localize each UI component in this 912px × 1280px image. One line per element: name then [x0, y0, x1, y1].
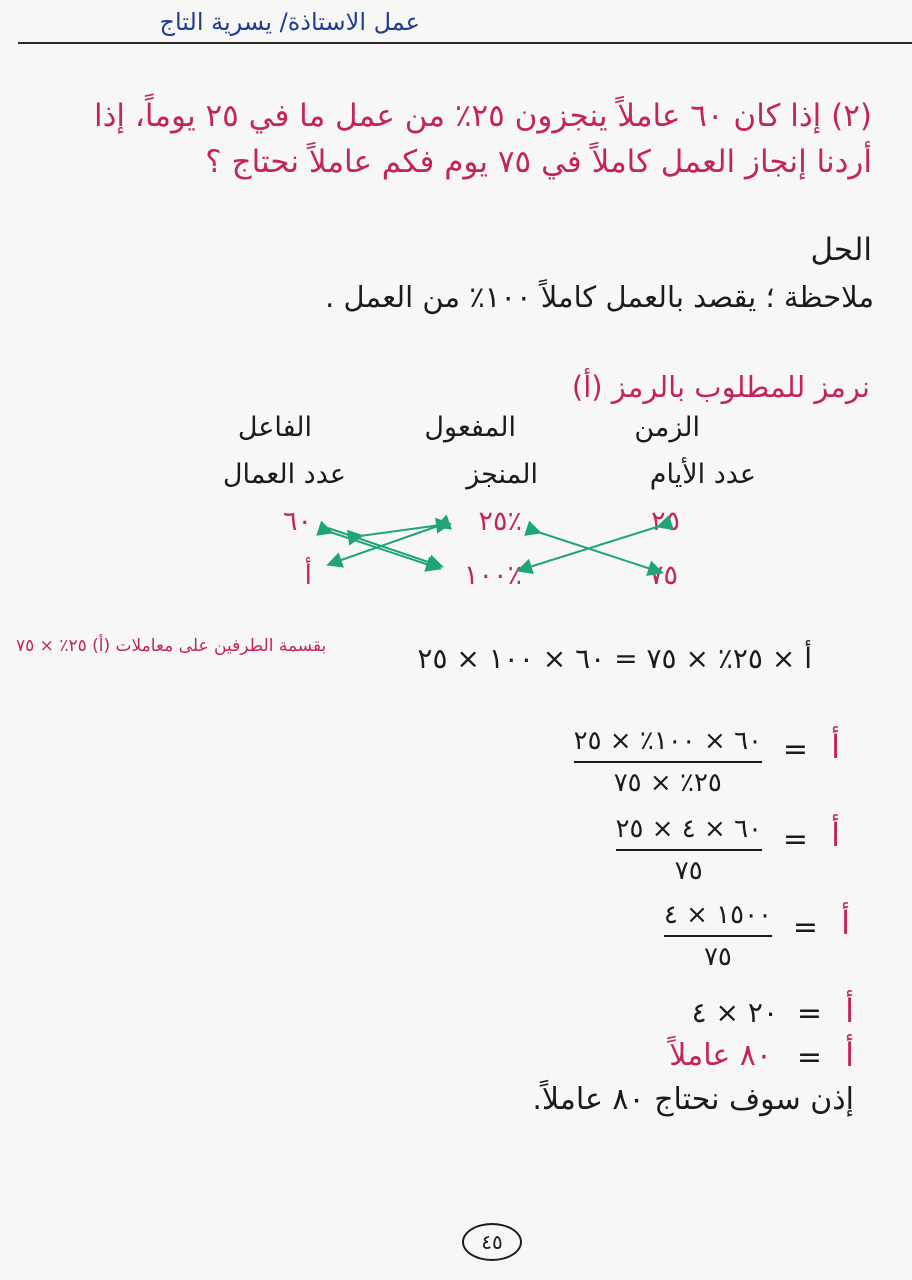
step4-equals: =: [796, 996, 822, 1031]
cell-done-2: ١٠٠٪: [463, 560, 522, 591]
cell-days-2: ٧٥: [648, 560, 678, 591]
step3-alif: أ: [841, 904, 850, 942]
cell-workers-1: ٦٠: [282, 506, 312, 537]
solution-title: الحل: [810, 232, 872, 268]
table-subheader-days: عدد الأيام: [649, 459, 756, 490]
question-line-1: (٢) إذا كان ٦٠ عاملاً ينجزون ٢٥٪ من عمل ما في ٢٥ يوماً، إذا: [94, 98, 872, 134]
step2-alif: أ: [831, 816, 840, 854]
cell-done-1: ٢٥٪: [478, 506, 522, 537]
conclusion-text: إذن سوف نحتاج ٨٠ عاملاً.: [532, 1082, 854, 1117]
step1-equals: =: [782, 732, 808, 767]
fraction-bar: [664, 935, 772, 937]
arrow-cross-left-a: [330, 532, 438, 568]
step1-fraction: [574, 726, 762, 798]
step2-numerator: ٦٠ × ٤ × ٢٥: [615, 814, 762, 844]
step1-alif: أ: [831, 728, 840, 766]
step2-fraction: [616, 814, 763, 886]
step3-equals: =: [792, 910, 818, 945]
step3-fraction: [664, 900, 772, 972]
main-equation-note: بقسمة الطرفين على معاملات (أ) ٢٥٪ × ٧٥: [16, 636, 327, 656]
arrow-cross-left-b: [330, 526, 438, 564]
table-subheader-done: المنجز: [466, 459, 538, 490]
solution-note: ملاحظة ؛ يقصد بالعمل كاملاً ١٠٠٪ من العمل .: [325, 280, 874, 314]
step4-alif: أ: [845, 992, 854, 1030]
table-header-time: الزمن: [634, 412, 700, 443]
step2-equals: =: [782, 822, 808, 857]
arrow-inverse-1a: [360, 524, 448, 536]
cell-workers-2: أ: [304, 560, 312, 591]
main-equation: أ × ٢٥٪ × ٧٥ = ٦٠ × ١٠٠ × ٢٥: [417, 642, 812, 675]
step4-expression: ٢٠ × ٤: [691, 996, 778, 1029]
arrow-cross-right-a: [538, 532, 660, 572]
fraction-bar: [574, 761, 762, 763]
result-equals: =: [796, 1040, 822, 1075]
fraction-bar: [616, 849, 763, 851]
table-header-object: المفعول: [424, 412, 516, 443]
step2-denominator: ٧٥: [674, 856, 703, 886]
result-alif: أ: [845, 1036, 854, 1074]
question-line-2: أردنا إنجاز العمل كاملاً في ٧٥ يوم فكم عاملاً نحتاج ؟: [205, 144, 872, 180]
step3-numerator: ١٥٠٠ × ٤: [663, 900, 772, 930]
cell-days-1: ٢٥: [650, 506, 680, 537]
symbol-definition: نرمز للمطلوب بالرمز (أ): [571, 370, 870, 404]
step1-numerator: ٦٠ × ١٠٠٪ × ٢٥: [573, 726, 762, 756]
author-header: عمل الاستاذة/ يسرية التاج: [159, 8, 420, 36]
step3-denominator: ٧٥: [703, 942, 732, 972]
step1-denominator: ٢٥٪ × ٧٥: [613, 768, 722, 798]
page-number: ٤٥: [462, 1223, 522, 1261]
result-answer: ٨٠ عاملاً: [669, 1038, 772, 1073]
table-subheader-workers: عدد العمال: [222, 459, 346, 490]
table-header-doer: الفاعل: [237, 412, 312, 443]
